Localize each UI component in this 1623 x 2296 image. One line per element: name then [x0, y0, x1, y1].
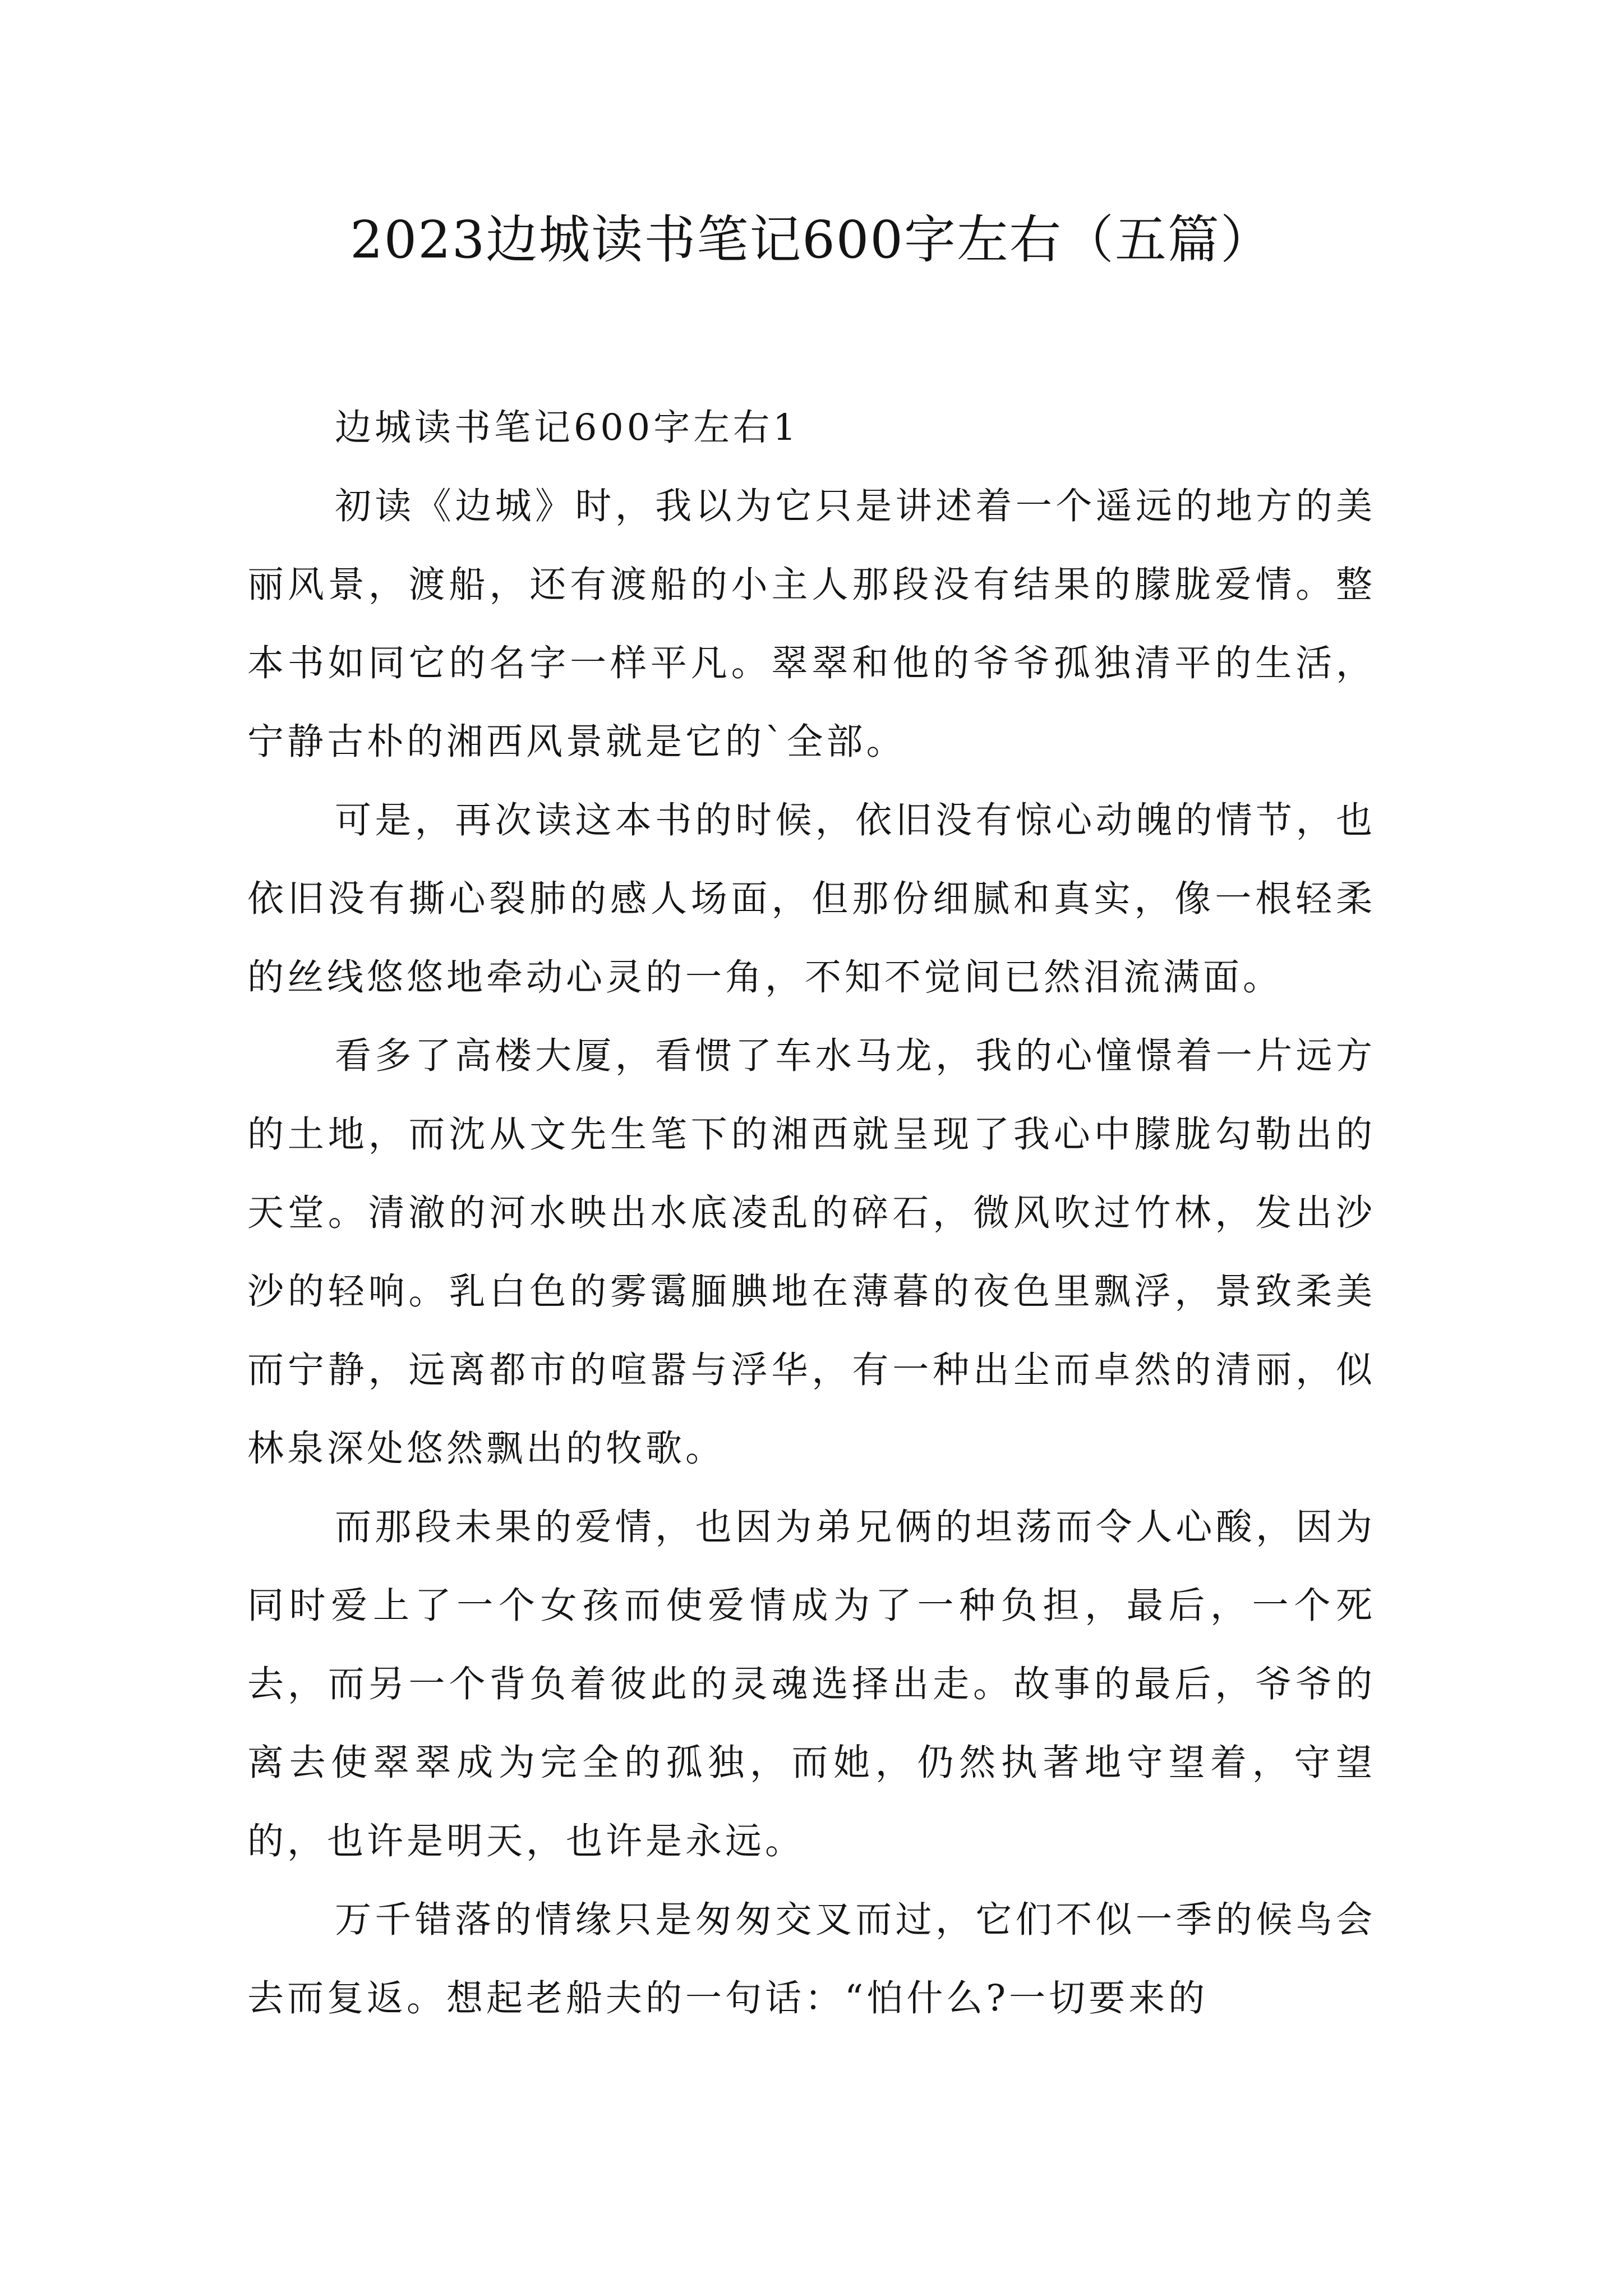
paragraph: 初读《边城》时，我以为它只是讲述着一个遥远的地方的美丽风景，渡船，还有渡船的小主人那段没有结果的朦胧爱情。整本书如同它的名字一样平凡。翠翠和他的爷爷孤独清平的生活，宁静古朴的湘西风景就是它的`全部。: [247, 485, 1376, 763]
paragraph: 而那段未果的爱情，也因为弟兄俩的坦荡而令人心酸，因为同时爱上了一个女孩而使爱情成为了一种负担，最后，一个死去，而另一个背负着彼此的灵魂选择出走。故事的最后，爷爷的离去使翠翠成为完全的孤独，而她，仍然执著地守望着，守望的，也许是明天，也许是永远。: [247, 1506, 1376, 1862]
section-heading: 边城读书笔记600字左右1: [335, 407, 800, 449]
paragraph: 可是，再次读这本书的时候，依旧没有惊心动魄的情节，也依旧没有撕心裂肺的感人场面，但那份细腻和真实，像一根轻柔的丝线悠悠地牵动心灵的一角，不知不觉间已然泪流满面。: [247, 799, 1376, 999]
paragraph: 看多了高楼大厦，看惯了车水马龙，我的心憧憬着一片远方的土地，而沈从文先生笔下的湘西就呈现了我心中朦胧勾勒出的天堂。清澈的河水映出水底凌乱的碎石，微风吹过竹林，发出沙沙的轻响。乳白色的雾霭腼腆地在薄暮的夜色里飘浮，景致柔美而宁静，远离都市的喧嚣与浮华，有一种出尘而卓然的清丽，似林泉深处悠然飘出的牧歌。: [247, 1035, 1376, 1470]
paragraph: 万千错落的情缘只是匆匆交叉而过，它们不似一季的候鸟会去而复返。想起老船夫的一句话：“怕什么?一切要来的: [247, 1899, 1376, 2019]
document-body: [247, 389, 1376, 2038]
document-title: 2023边城读书笔记600字左右（五篇）: [350, 210, 1273, 270]
